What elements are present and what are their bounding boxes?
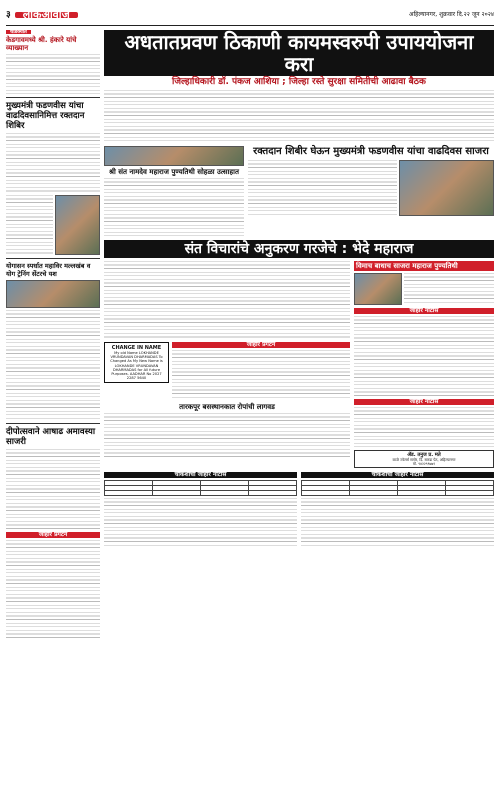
left-notice-body [6,540,100,640]
main-story-2-title: श्री संत नामदेव महाराज पुण्यतिथी सोहळा उत्साहात [109,168,239,176]
main-story-4-title: संत विचारांचे अनुकरण गरजेचे : भेदे महाराज [184,241,414,257]
left-photo-1 [55,195,100,255]
left-notice-title: जाहीर प्रगटन [6,532,100,538]
main-story-2 [104,146,244,236]
masthead [6,4,494,26]
lead-subhead: जिल्हाधिकारी डॉ. पंकज आशिया ; जिल्हा रस्ते सुरक्षा समितीची आढावा बैठक [172,77,426,87]
main-story-3 [248,146,494,236]
main-story-6-title: तारकपूर बसस्थानकात रोपांची लागवड [179,403,275,411]
main-story-3-title: रक्तदान शिबीर घेऊन मुख्यमंत्री फडणवीस यांचा वाढदिवस साजरा [253,146,489,157]
inquiry-notice-1: चौकशीची जाहीर नोटीस [104,472,297,546]
left-photo-2 [6,280,100,308]
left-story-4-title: दीपोत्सवाने आषाढ अमावस्या साजरी [6,427,96,447]
lead-headline: अधतातप्रवण ठिकाणी कायमस्वरुपी उपाययोजना करा [124,30,474,76]
left-story-1-body [6,54,100,94]
lead-headline-banner [104,30,494,76]
left-story-4-body [6,449,100,529]
story-4-banner [104,240,494,258]
right-column [354,261,494,468]
main-photo-1 [399,160,494,216]
left-column [6,30,100,791]
notice-1-title: जाहीर नोटीस [354,308,494,314]
left-story-3-body [6,310,100,420]
change-in-name: CHANGE IN NAME My old Name LOKHANDE VRUNDAVAN DHARMADAS To Changed As My New Name is LOKHANDE VRUNDAVAN DHARMADAS for All future Purposes. AADHAR No 2027 2287 5640 [104,342,169,383]
main-area [104,30,494,791]
brief-tag: थोडक्यात [6,30,31,34]
main-story-4-body [104,261,350,468]
dateline: अहिल्यानगर, शुक्रवार दि.२२ जून २०२४ [409,10,494,18]
inquiry-notice-2: चौकशीची जाहीर नोटीस [301,472,494,546]
left-story-2-body [6,133,100,193]
left-story-2-title: मुख्यमंत्री फडणवीस यांचा वाढदिवसानिमित्त रक्तदान शिबिर [6,101,85,131]
paper-logo: लोकआवाज [15,12,78,18]
notice-2-title: जाहीर प्रगटन [172,342,350,348]
left-story-1-title: केडगावमध्ये श्री. हंकारे यांचे व्याख्यान [6,36,77,52]
left-story-3-title: योगासन स्पर्धात महाविर मल्लखंब व योग ट्रेनिंग सेंटरचे यश [6,262,91,278]
lead-body [104,90,494,142]
main-story-5-title: विमाच बाधाच साजरा महाराज पुण्यतिथी [354,261,494,271]
notice-3-title: जाहीर नोटीस [354,399,494,405]
page-number: ३ [6,9,11,20]
advocate-box: ॲड. तनुज प्र. मते काळे ज्वेलर्स समोर, दि. सारडा पेठ, अहिल्यानगर मो. ९४२२९९७७१ [354,450,494,468]
